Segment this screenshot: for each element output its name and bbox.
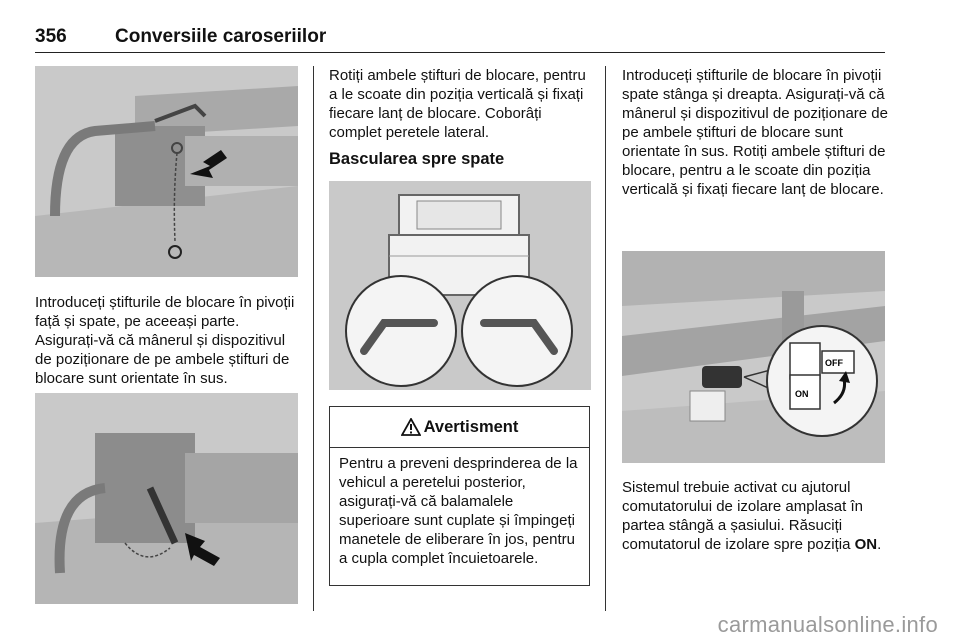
warning-box (329, 406, 590, 586)
switch-on-label: ON (795, 389, 809, 399)
page-title: Conversiile caroseriilor (115, 26, 327, 47)
isolation-switch-illustration (622, 251, 885, 463)
column-divider-2 (605, 66, 606, 611)
switch-off-label: OFF (825, 358, 843, 368)
figure-lock-pin-chain (35, 66, 298, 277)
detail-circle-left (346, 276, 456, 386)
col3-paragraph: Introduceți știfturile de blocare în pivoții spate stânga și dreapta. Asigurați-vă că mânerul și dispozitivul de poziționare de pe ambele știfturi de blocare sunt orientate în sus. Rotiți ambele știfturi de blocare, pentru a le scoate din poziția verticală și fixați fiecare lanț de blocare. (622, 67, 888, 198)
page-number: 356 (35, 26, 67, 47)
lock-pin-chain-illustration (35, 66, 298, 277)
warning-triangle-icon (401, 418, 421, 436)
warning-title: Avertisment (423, 417, 519, 436)
col3-paragraph-2-end: . (877, 536, 882, 553)
figure-truck-rear-hinges (329, 181, 591, 390)
lock-pin-rear-illustration (35, 393, 298, 604)
section-heading-tipping-rear: Bascularea spre spate (329, 150, 505, 168)
column-divider-1 (313, 66, 314, 611)
figure-lock-pin-chain-rear (35, 393, 298, 604)
warning-header (330, 407, 589, 448)
detail-circle-right (462, 276, 572, 386)
figure-isolation-switch (622, 251, 885, 463)
warning-text: Pentru a preveni desprinderea de la vehicul a peretelui posterior, asigurați-vă că balamalele superioare sunt cuplate și împingeți manetele de eliberare în jos, pentru a cupla complet încuietoarele. (339, 455, 578, 567)
col2-paragraph: Rotiți ambele știfturi de blocare, pentru a le scoate din poziția verticală și fixați fiecare lanț de blocare. Coborâți complet peretele lateral. (329, 67, 586, 141)
watermark: carmanualsonline.info (717, 612, 938, 637)
truck-rear-illustration (329, 181, 591, 390)
col1-paragraph: Introduceți știfturile de blocare în pivoții față și spate, pe aceeași parte. Asigurați-vă că mânerul și dispozitivul de poziționare de pe ambele știfturi de blocare sunt orientate în sus. (35, 294, 295, 387)
page-header (35, 24, 885, 53)
on-position-label: ON (854, 536, 878, 553)
col3-paragraph-2-text: Sistemul trebuie activat cu ajutorul comutatorului de izolare amplasat în partea stângă a șasiului. Răsuciți comutatorul de izolare spre poziția (622, 479, 863, 553)
col3-paragraph-2 (622, 478, 888, 554)
switch-detail-circle (767, 326, 877, 436)
